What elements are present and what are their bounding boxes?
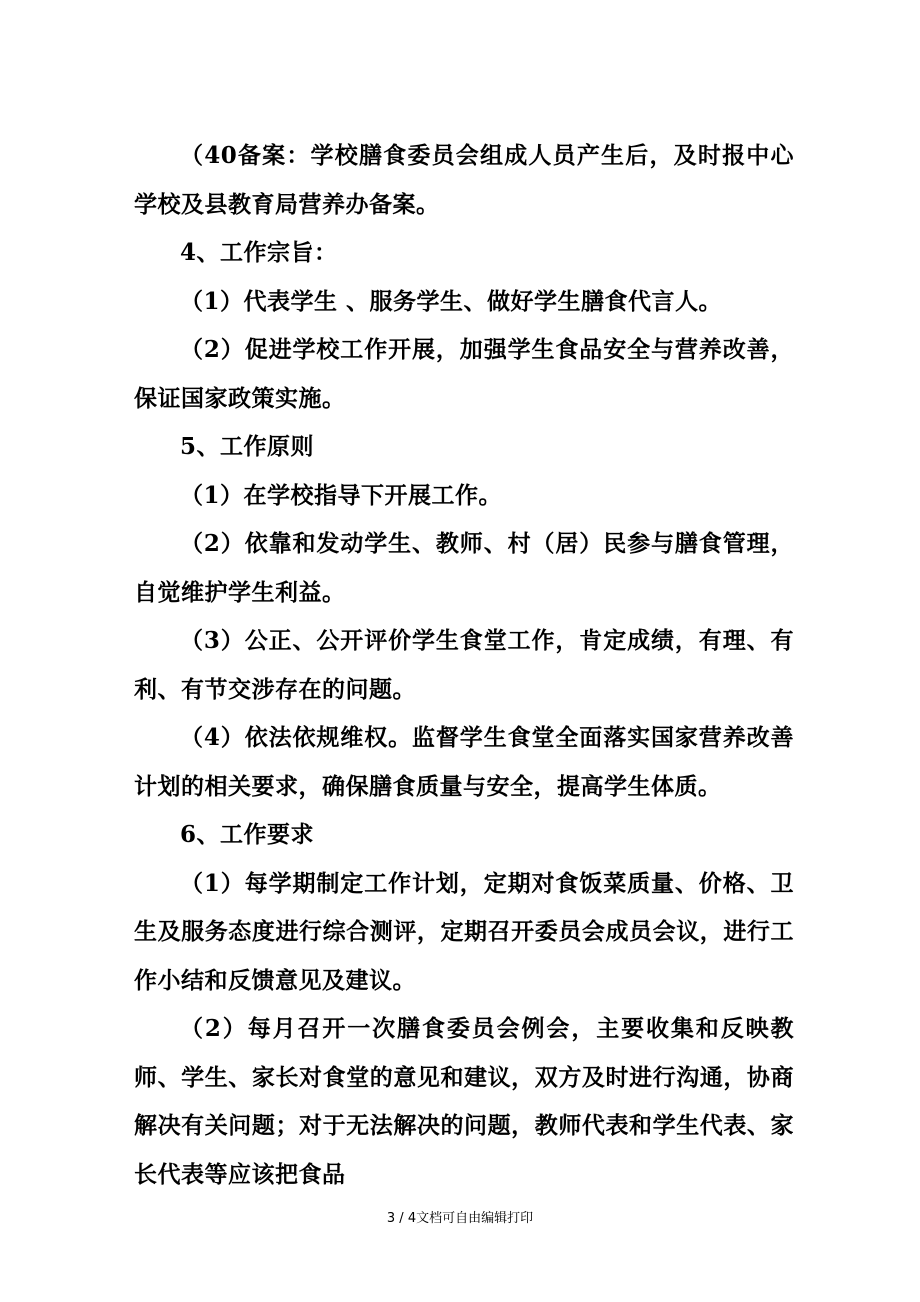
heading-work-requirements: 6、工作要求 <box>180 821 315 848</box>
heading-work-principles: 5、工作原则 <box>180 433 315 460</box>
paragraph-principle-4: （4）依法依规维权。监督学生食堂全面落实国家营养改善计划的相关要求，确保膳食质量与安全，提高学生体质。 <box>134 724 794 800</box>
paragraph-purpose-1: （1）代表学生 、服务学生、做好学生膳食代言人。 <box>180 287 723 315</box>
paragraph-principle-3: （3）公正、公开评价学生食堂工作，肯定成绩，有理、有利、有节交涉存在的问题。 <box>134 627 794 703</box>
paragraph-backup: （40备案：学校膳食委员会组成人员产生后，及时报中心学校及县教育局营养办备案。 <box>134 142 794 218</box>
heading-work-purpose: 4、工作宗旨： <box>180 239 338 266</box>
paragraph-requirement-1: （1）每学期制定工作计划，定期对食饭菜质量、价格、卫生及服务态度进行综合测评，定期召开委员会成员会议，进行工作小结和反馈意见及建议。 <box>134 869 794 994</box>
document-body <box>134 132 794 1199</box>
paragraph-purpose-2: （2）促进学校工作开展，加强学生食品安全与营养改善，保证国家政策实施。 <box>134 336 794 412</box>
paragraph-principle-1: （1）在学校指导下开展工作。 <box>180 481 503 509</box>
page-footer: 3 / 4文档可自由编辑打印 <box>386 1211 534 1226</box>
paragraph-requirement-2: （2）每月召开一次膳食委员会例会，主要收集和反映教师、学生、家长对食堂的意见和建议，双方及时进行沟通，协商解决有关问题；对于无法解决的问题，教师代表和学生代表、家长代表等应该把食品 <box>134 1015 794 1188</box>
paragraph-principle-2: （2）依靠和发动学生、教师、村（居）民参与膳食管理，自觉维护学生利益。 <box>134 530 794 606</box>
